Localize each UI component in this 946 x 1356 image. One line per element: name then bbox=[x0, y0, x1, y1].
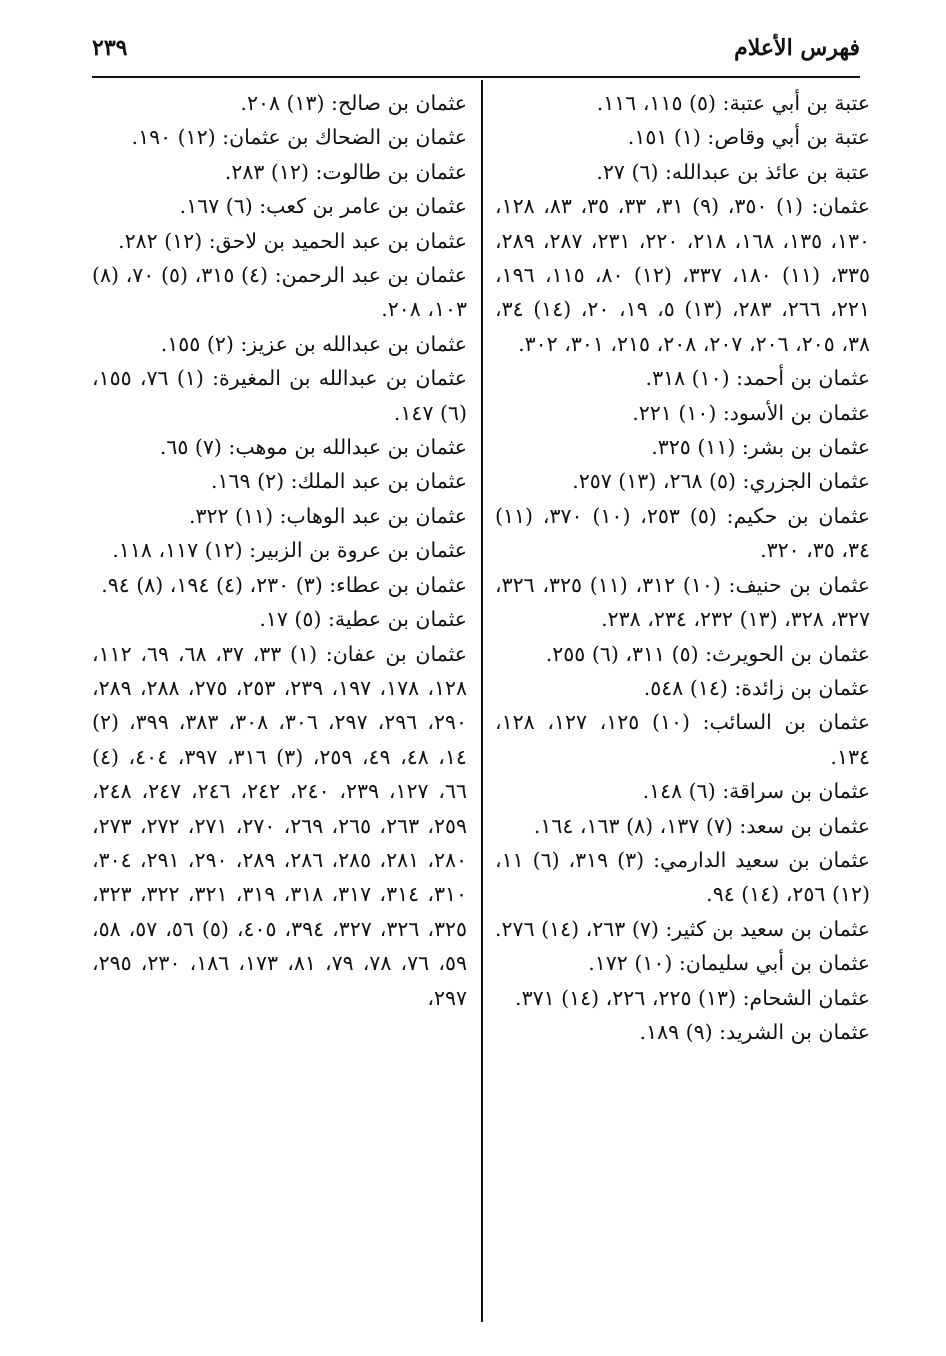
index-entry: عثمان: (١) ٣٥٠، (٩) ٣١، ٣٣، ٣٥، ٨٣، ١٢٨، ١٣٠، ١٣٥، ١٦٨، ٢١٨، ٢٢٠، ٢٣١، ٢٨٧، ٢٨٩، ٣٣٥، (١١) ١٨٠، ٣٣٧، (١٢) ٨٠، ١١٥، ١٩٦، ٢٢١، ٢٦٦، ٢٨٣، (١٣) ٥، ١٩، ٢٠، (١٤) ٣٤، ٣٨، ٢٠٥، ٢٠٦، ٢٠٧، ٢٠٨، ٢١٥، ٣٠١، ٣٠٢. bbox=[495, 194, 871, 356]
index-entry: عثمان بن عطاء: (٣) ٢٣٠، (٤) ١٩٤، (٨) ٩٤. bbox=[101, 572, 467, 597]
index-entry: عثمان بن عبد الوهاب: (١١) ٣٢٢. bbox=[188, 503, 467, 528]
index-entry: عثمان الشحام: (١٣) ٢٢٥، ٢٢٦، (١٤) ٣٧١. bbox=[515, 985, 870, 1010]
index-entry: عثمان بن بشر: (١١) ٣٢٥. bbox=[651, 435, 870, 460]
page-header bbox=[92, 28, 860, 68]
index-entry: عتبة بن أبي وقاص: (١) ١٥١. bbox=[627, 125, 870, 150]
index-entry: عثمان بن عبدالله بن المغيرة: (١) ٧٦، ١٥٥، (٦) ١٤٧. bbox=[92, 366, 468, 425]
index-entry: عثمان بن عفان: (١) ٣٣، ٣٧، ٦٨، ٦٩، ١١٢، ١٢٨، ١٧٨، ١٩٧، ٢٣٩، ٢٥٣، ٢٧٥، ٢٨٨، ٢٨٩، ٢٩٠، ٢٩٦، ٢٩٧، ٣٠٦، ٣٠٨، ٣٨٣، ٣٩٩، (٢) ١٤، ٤٨، ٤٩، ٢٥٩، (٣) ٣١٦، ٣٩٧، ٤٠٤، (٤) ٦٦، ١٢٧، ٢٣٩، ٢٤٠، ٢٤٢، ٢٤٦، ٢٤٧، ٢٤٨، ٢٥٩، ٢٦٣، ٢٦٥، ٢٦٩، ٢٧٠، ٢٧١، ٢٧٢، ٢٧٣، ٢٨٠، ٢٨١، ٢٨٥، ٢٨٦، ٢٨٩، ٢٩٠، ٢٩١، ٣٠٤، ٣١٠، ٣١٤، ٣١٧، ٣١٨، ٣١٩، ٣٢١، ٣٢٢، ٣٢٣، ٣٢٥، ٣٢٦، ٣٢٧، ٣٩٤، ٤٠٥، (٥) ٥٦، ٥٧، ٥٨، ٥٩، ٧٦، ٧٨، ٧٩، ٨١، ١٧٣، ١٨٦، ٢٣٠، ٢٩٥، ٢٩٧، bbox=[92, 641, 468, 1010]
index-entry: عثمان بن عامر بن كعب: (٦) ١٦٧. bbox=[179, 194, 467, 219]
index-entry: عثمان بن عبدالله بن عزيز: (٢) ١٥٥. bbox=[160, 331, 467, 356]
index-entry: عتبة بن عائذ بن عبدالله: (٦) ٢٧. bbox=[596, 159, 870, 184]
column-divider bbox=[481, 80, 483, 1322]
index-entry: عثمان بن عبد الملك: (٢) ١٦٩. bbox=[211, 469, 467, 494]
index-entry: عثمان بن الأسود: (١٠) ٢٢١. bbox=[632, 400, 870, 425]
index-entry: عثمان بن الضحاك بن عثمان: (١٢) ١٩٠. bbox=[131, 125, 467, 150]
index-entry: عثمان بن عطية: (٥) ١٧. bbox=[259, 607, 467, 632]
index-entry: عثمان بن سعيد الدارمي: (٣) ٣١٩، (٦) ١١، (١٢) ٢٥٦، (١٤) ٩٤. bbox=[495, 847, 871, 907]
index-entry: عثمان بن سراقة: (٦) ١٤٨. bbox=[642, 779, 870, 804]
index-entry: عثمان بن حنيف: (١٠) ٣١٢، (١١) ٣٢٥، ٣٢٦، ٣٢٧، ٣٢٨، (١٣) ٢٣٢، ٢٣٤، ٢٣٨. bbox=[495, 572, 870, 632]
index-entry: عثمان بن أبي سليمان: (١٠) ١٧٢. bbox=[588, 951, 870, 976]
index-entry: عثمان الجزري: (٥) ٢٦٨، (١٣) ٢٥٧. bbox=[572, 469, 870, 494]
index-entry: عثمان بن سعد: (٧) ١٣٧، (٨) ١٦٣، ١٦٤. bbox=[533, 813, 870, 838]
left-column bbox=[92, 86, 467, 1015]
index-entry: عثمان بن عبدالله بن موهب: (٧) ٦٥. bbox=[159, 435, 467, 460]
index-entry: عثمان بن زائدة: (١٤) ٥٤٨. bbox=[643, 675, 870, 700]
right-column bbox=[495, 86, 870, 1049]
index-entry: عثمان بن الحويرث: (٥) ٣١١، (٦) ٢٥٥. bbox=[545, 641, 870, 666]
index-entry: عثمان بن عبد الحميد بن لاحق: (١٢) ٢٨٢. bbox=[118, 228, 467, 253]
header-rule bbox=[92, 76, 860, 78]
page-title: فهرس الأعلام bbox=[734, 35, 860, 61]
index-entry: عثمان بن أحمد: (١٠) ٣١٨. bbox=[645, 366, 870, 391]
index-entry: عثمان بن سعيد بن كثير: (٧) ٢٦٣، (١٤) ٢٧٦. bbox=[495, 916, 870, 941]
index-entry: عتبة بن أبي عتبة: (٥) ١١٥، ١١٦. bbox=[596, 91, 870, 115]
index-entry: عثمان بن عبد الرحمن: (٤) ٣١٥، (٥) ٧٠، (٨) ١٠٣، ٢٠٨. bbox=[92, 263, 468, 322]
index-entry: عثمان بن السائب: (١٠) ١٢٥، ١٢٧، ١٢٨، ١٣٤. bbox=[495, 710, 870, 769]
index-entry: عثمان بن عروة بن الزبير: (١٢) ١١٧، ١١٨. bbox=[112, 538, 467, 563]
index-entry: عثمان بن الشريد: (٩) ١٨٩. bbox=[639, 1019, 870, 1044]
index-entry: عثمان بن حكيم: (٥) ٢٥٣، (١٠) ٣٧٠، (١١) ٣٤، ٣٥، ٣٢٠. bbox=[495, 503, 870, 563]
index-entry: عثمان بن طالوت: (١٢) ٢٨٣. bbox=[224, 159, 467, 184]
index-entry: عثمان بن صالح: (١٣) ٢٠٨. bbox=[240, 91, 467, 115]
page-number: ٢٣٩ bbox=[92, 35, 128, 61]
